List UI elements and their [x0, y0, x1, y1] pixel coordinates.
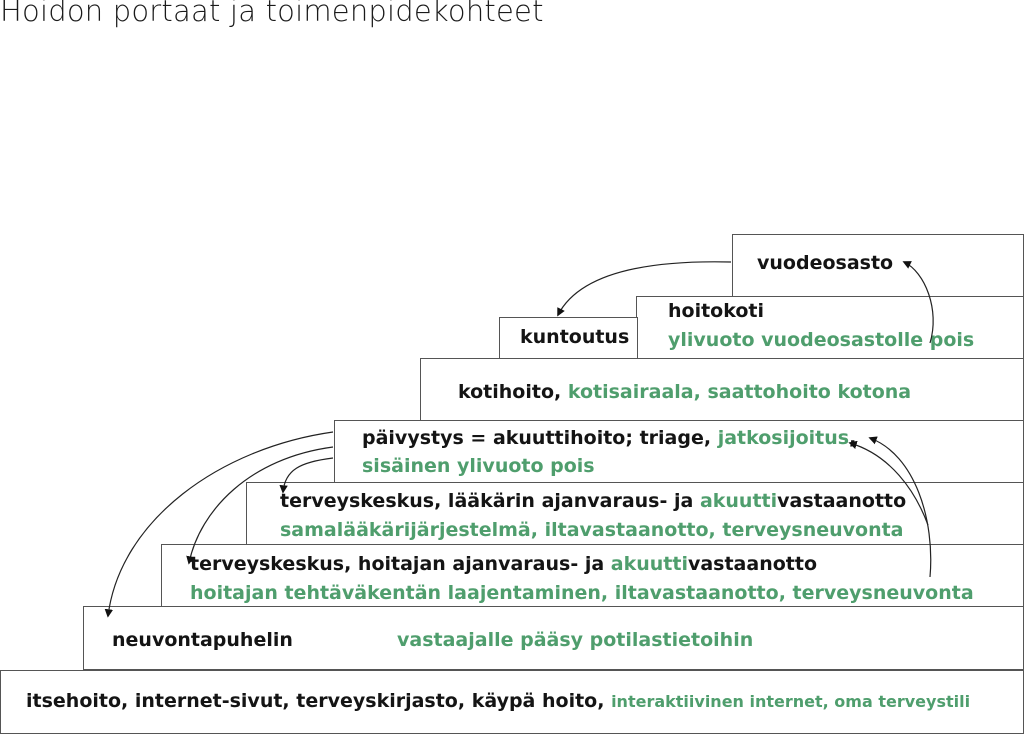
laakari-label-b: vastaanotto: [777, 490, 907, 512]
paivystys-note1: jatkosijoitus: [717, 427, 850, 449]
kotihoito-label: kotihoito,: [458, 381, 568, 403]
hoitaja-label-a: terveyskeskus, hoitajan ajanvaraus- ja: [190, 553, 611, 575]
hoitaja-note: hoitajan tehtäväkentän laajentaminen, iltavastaanotto, terveysneuvonta: [190, 582, 974, 604]
hoitaja-label-b: vastaanotto: [687, 553, 817, 575]
paivystys-note2: sisäinen ylivuoto pois: [362, 455, 595, 477]
hoitokoti-note: ylivuoto vuodeosastolle pois: [668, 329, 975, 351]
neuvonta-note: vastaajalle pääsy potilastietoihin: [397, 629, 754, 651]
hoitaja-akuutti: akuutti: [610, 553, 688, 575]
kotihoito-note: kotisairaala, saattohoito kotona: [567, 381, 912, 403]
hoitaja-text: [190, 553, 817, 575]
kotihoito-text: [458, 381, 911, 403]
laakari-akuutti: akuutti: [699, 490, 778, 512]
neuvonta-label: neuvontapuhelin: [112, 629, 293, 651]
laakari-label-a: terveyskeskus, lääkärin ajanvaraus- ja: [280, 490, 700, 512]
vuodeosasto-label: vuodeosasto: [757, 252, 894, 274]
itsehoito-note: interaktiivinen internet, oma terveystili: [611, 692, 971, 711]
paivystys-label: päivystys = akuuttihoito; triage,: [362, 427, 718, 449]
itsehoito-label: itsehoito, internet-sivut, terveyskirjasto, käypä hoito,: [26, 690, 612, 712]
hoitokoti-label: hoitokoti: [668, 300, 765, 322]
kuntoutus-label: kuntoutus: [520, 326, 630, 348]
page-title: Hoidon portaat ja toimenpidekohteet: [0, 0, 544, 28]
laakari-note: samalääkärijärjestelmä, iltavastaanotto, terveysneuvonta: [280, 519, 904, 541]
itsehoito-text: [26, 690, 970, 712]
paivystys-text: [362, 427, 856, 449]
paivystys-comma: ,: [849, 427, 857, 449]
laakari-text: [280, 490, 906, 512]
